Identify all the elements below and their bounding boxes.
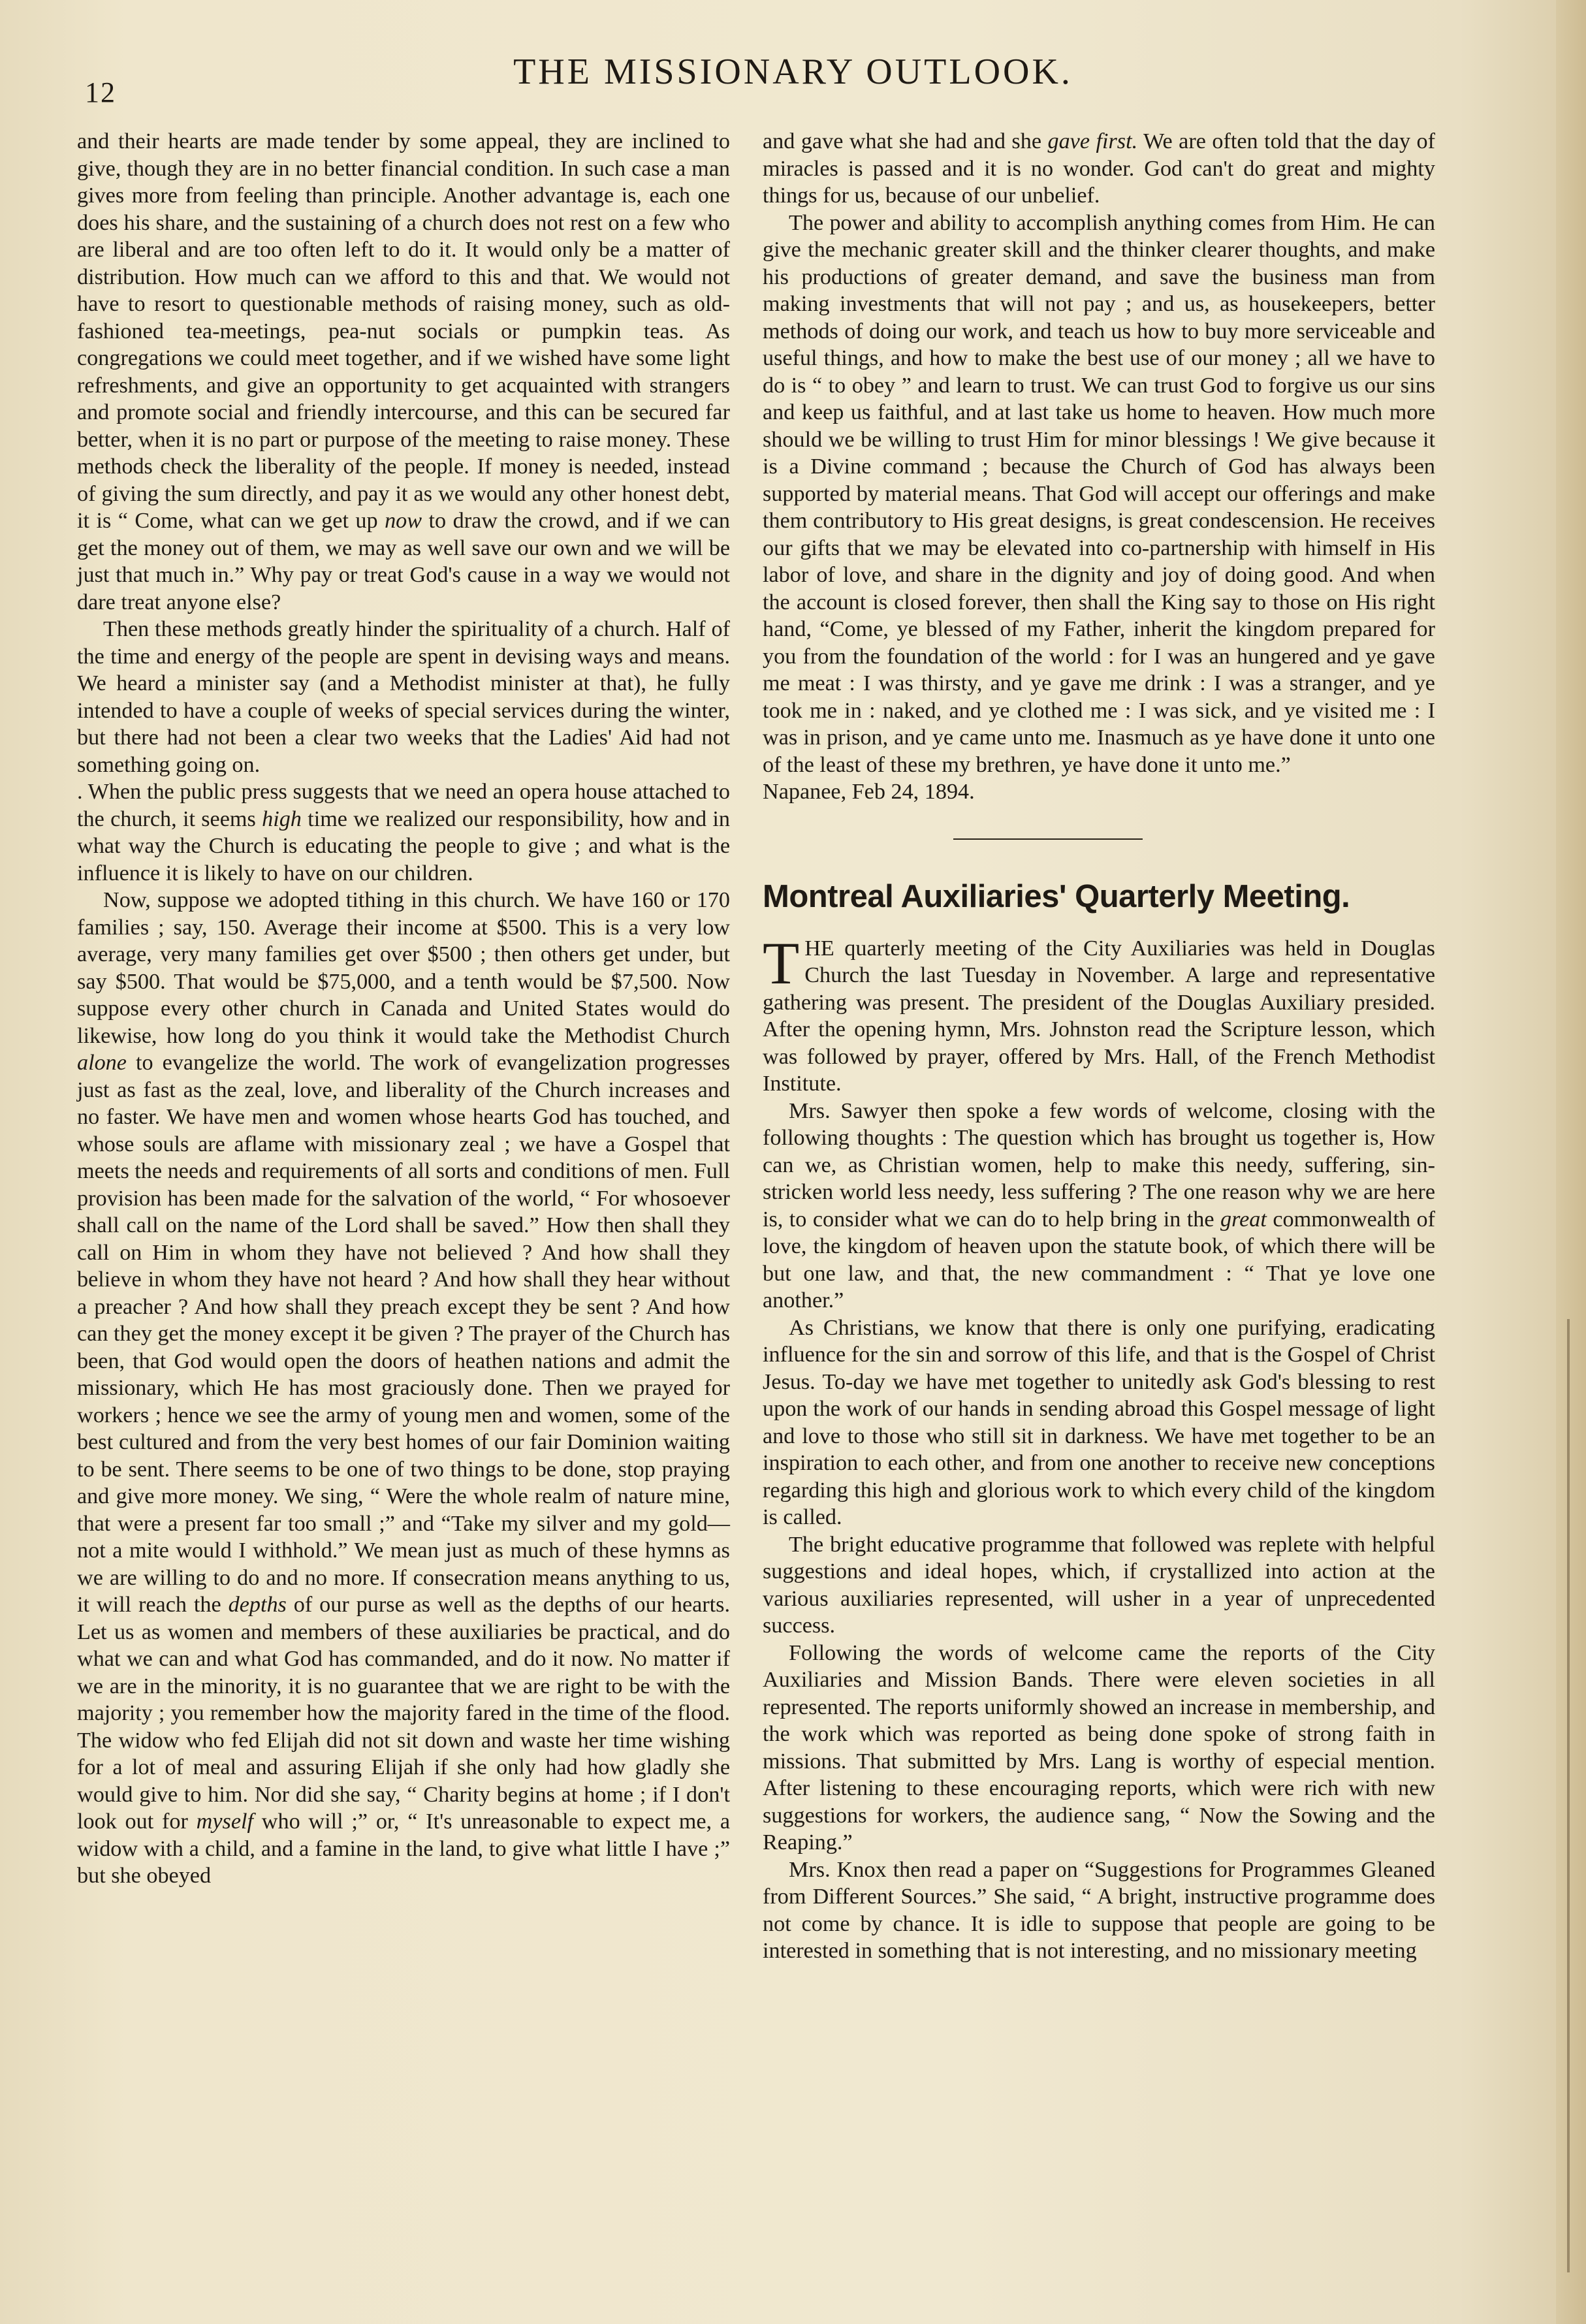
paragraph: As Christians, we know that there is only one purifying, eradicating influence for the sin and sorrow of this life, and that is the Gospel of Christ Jesus. To-day we have met together to unitedly ask God's blessing to rest upon the work of our hands in sending abroad this Gospel message of light and love to those who still sit in darkness. We have met together to be an inspiration to each other, and from one another to receive new conceptions regarding this high and glorious work to which every child of the kingdom is called.: [763, 1315, 1435, 1529]
page-edge: [1556, 0, 1586, 2324]
section-divider: [953, 838, 1143, 840]
paragraph: and gave what she had and she gave first. We are often told that the day of miracles is passed and it is no wonder. God can't do great and mighty things for us, because of our unbelief.: [763, 129, 1435, 208]
paragraph: Now, suppose we adopted tithing in this church. We have 160 or 170 families ; say, 150. Average their income at $500. This is a very low average, very many families get over $500 ; then others get under, but say $500. That would be $75,000, and a tenth would be $7,500. Now suppose every other church in Canada and United States would do likewise, how long do you think it would take the Methodist Church alone to evangelize the world. The work of evangelization progresses just as fast as the zeal, love, and liberality of the Church increases and no faster. We have men and women whose hearts God has touched, and whose souls are aflame with missionary zeal ; we have a Gospel that meets the needs and requirements of all sorts and conditions of men. Full provision has been made for the salvation of the world, “ For whosoever shall call on the name of the Lord shall be saved.” How then shall they call on Him in whom they have not believed ? And how shall they believe in whom they have not heard ? And how shall they hear without a preacher ? And how shall they preach except they be sent ? And how can they get the money except it be given ? The prayer of the Church has been, that God would open the doors of heathen nations and admit the missionary, which He has most graciously done. Then we prayed for workers ; hence we see the army of young men and women, some of the best cultured and from the very best homes of our fair Dominion waiting to be sent. There seems to be one of two things to be done, stop praying and give more money. We sing, “ Were the whole realm of nature mine, that were a present far too small ;” and “Take my silver and my gold—not a mite would I withhold.” We mean just as much of these hymns as we are willing to do and no more. If consecration means anything to us, it will reach the depths of our purse as well as the depths of our hearts. Let us as women and members of these auxiliaries be practical, and do what we can and what God has commanded, and do it now. No matter if we are in the minority, it is no guarantee that we are right to be with the majority ; you remember how the majority fared in the time of the flood. The widow who fed Elijah did not sit down and waste her time wishing for a lot of meal and assuring Elijah if she only had how gladly she would give to him. Nor did she say, “ Charity begins at home ; if I don't look out for myself who will ;” or, “ It's unreasonable to expect me, a widow with a child, and a famine in the land, to give what little I have ;” but she obeyed: [77, 888, 731, 1888]
paragraph: The bright educative programme that followed was replete with helpful suggestions and ideal hopes, which, if crystallized into action at the various auxiliaries represented, will usher in a year of unprecedented success.: [763, 1532, 1435, 1638]
drop-cap: T: [763, 929, 800, 996]
running-title: THE MISSIONARY OUTLOOK.: [513, 52, 1073, 92]
paragraph: Mrs. Knox then read a paper on “Suggestions for Programmes Gleaned from Different Sources.” She said, “ A bright, instructive programme does not come by chance. It is idle to suppose that people are going to be interested in something that is not interesting, and no missionary meeting: [763, 1857, 1435, 1963]
paragraph: The power and ability to accomplish anything comes from Him. He can give the mechanic greater skill and the thinker clearer thoughts, and make his productions of greater demand, and save the business man from making investments that will not pay ; and us, as housekeepers, better methods of doing our work, and teach us how to buy more serviceable and useful things, and how to make the best use of our money ; all we have to do is “ to obey ” and learn to trust. We can trust God to forgive us our sins and keep us faithful, and at last take us home to heaven. How much more should we be willing to trust Him for minor blessings ! We give because it is a Divine command ; because the Church of God has always been supported by material means. That God will accept our offerings and make them contributory to His great designs, is great condescension. He receives our gifts that we may be elevated into co-partnership with himself in His labor of love, and share in the dignity and joy of doing good. And when the account is closed forever, then shall the King say to those on His right hand, “Come, ye blessed of my Father, inherit the kingdom prepared for you from the foundation of the world : for I was an hungered and ye gave me meat : I was thirsty, and ye gave me drink : I was a stranger, and ye took me in : naked, and ye clothed me : I was sick, and ye visited me : I was in prison, and ye came unto me. Inasmuch as ye have done it unto one of the least of these my brethren, ye have done it unto me.”: [763, 210, 1435, 777]
paragraph: Mrs. Sawyer then spoke a few words of welcome, closing with the following thoughts : The question which has brought us together is, How can we, as Christian women, help to make this needy, suffering, sin-stricken world less needy, less suffering ? The one reason why we are here is, to consider what we can do to help bring in the great commonwealth of love, the kingdom of heaven upon the statute book, of which there will be but one law, and that, the new commandment : “ That ye love one another.”: [763, 1098, 1436, 1313]
paragraph: and their hearts are made tender by some appeal, they are inclined to give, though they are in no better financial condition. In such case a man gives more from feeling than principle. Another advantage is, each one does his share, and the sustaining of a church does not rest on a few who are liberal and are too often left to do it. It would only be a matter of distribution. How much can we afford to this and that. We would not have to resort to questionable methods of raising money, such as old-fashioned tea-meetings, pea-nut socials or pumpkin teas. As congregations we could meet together, and if we wished have some light refreshments, and give an opportunity to get acquainted with strangers and promote social and friendly intercourse, and this can be secured far better, when it is no part or purpose of the meeting to raise money. These methods check the liberality of the people. If money is needed, instead of giving the sum directly, and pay it as we would any other honest debt, it is “ Come, what can we get up now to draw the crowd, and if we can get the money out of them, we may as well save our own and we will be just that much in.” Why pay or treat God's cause in a way we would not dare treat anyone else?: [77, 129, 731, 614]
signoff-dateline: Napanee, Feb 24, 1894.: [763, 780, 975, 804]
right-column: [763, 128, 1435, 1965]
page-number: 12: [85, 76, 116, 108]
paragraph: THE quarterly meeting of the City Auxiliaries was held in Douglas Church the last Tuesday in November. A large and representative gathering was present. The president of the Douglas Auxiliary presided. After the opening hymn, Mrs. Johnston read the Scripture lesson, which was followed by prayer, offered by Mrs. Hall, of the French Methodist Institute.: [763, 929, 1435, 1096]
article-title: Montreal Auxiliaries' Quarterly Meeting.: [763, 878, 1350, 914]
paragraph: Then these methods greatly hinder the spirituality of a church. Half of the time and energy of the people are spent in devising ways and means. We heard a minister say (and a Methodist minister at that), he fully intended to have a couple of weeks of special services during the winter, but there had not been a clear two weeks that the Ladies' Aid had not something going on.: [77, 617, 730, 777]
page-edge-shadow: [1567, 1319, 1570, 2272]
paragraph: Following the words of welcome came the reports of the City Auxiliaries and Mission Bands. There were eleven societies in all represented. The reports uniformly showed an increase in membership, and the work which was reported as being done spoke of strong faith in missions. That submitted by Mrs. Lang is worthy of especial mention. After listening to these encouraging reports, which were rich with new suggestions for workers, the audience sang, “ Now the Sowing and the Reaping.”: [763, 1640, 1435, 1854]
left-column: [77, 128, 730, 1890]
paragraph: . When the public press suggests that we need an opera house attached to the church, it seems high time we realized our responsibility, how and in what way the Church is educating the people to give ; and what is the influence it is likely to have on our children.: [77, 780, 731, 885]
